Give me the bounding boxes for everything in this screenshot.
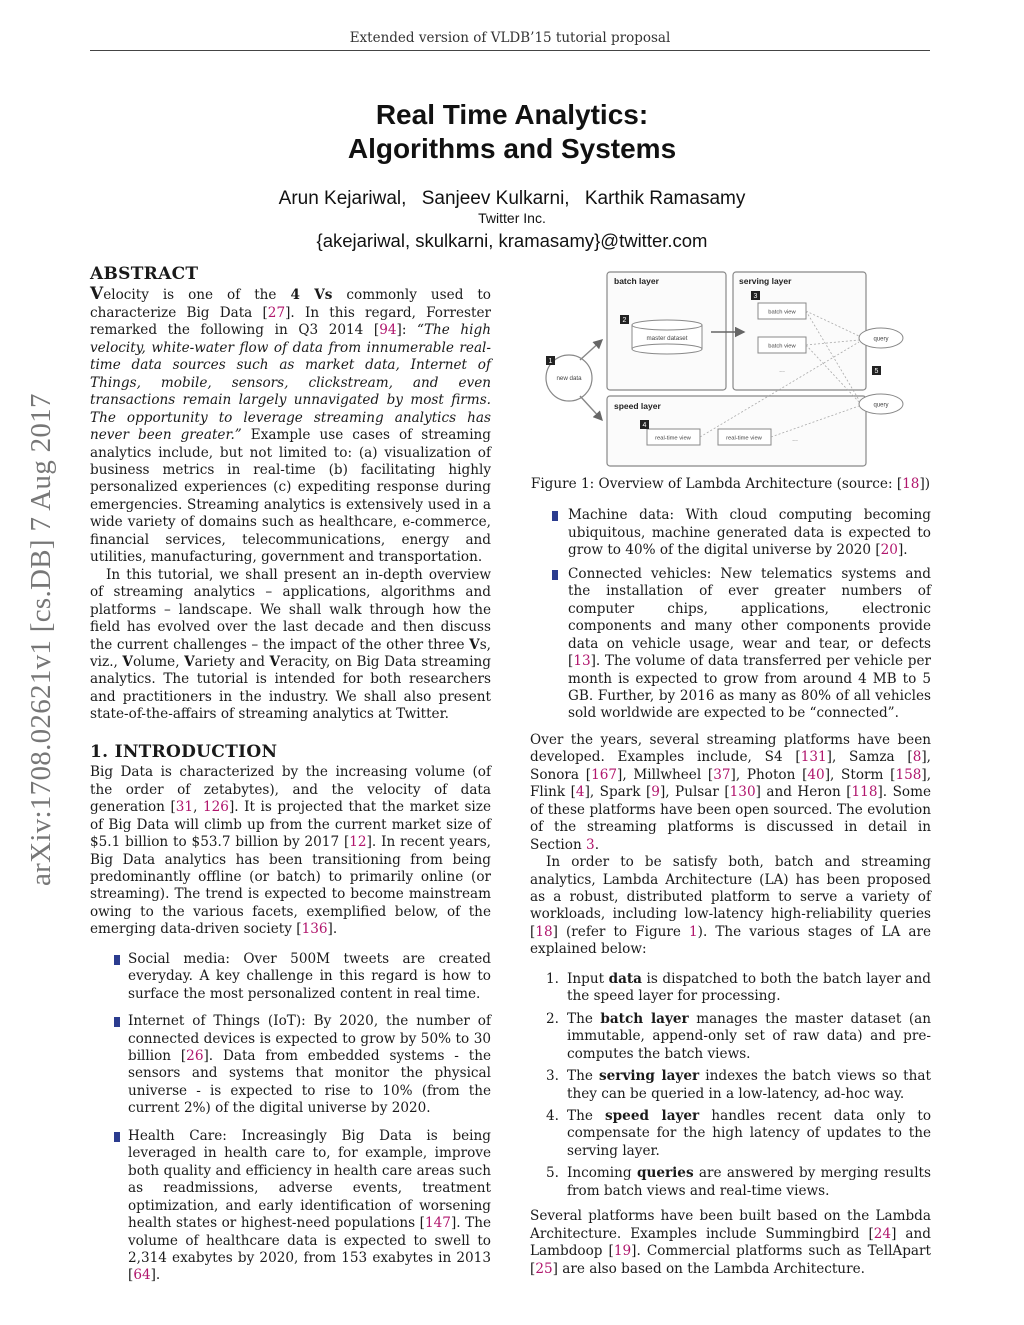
list-item: 4. The speed layer handles recent data only to compensate for the high latency of updates to the serving layer. [546, 1107, 931, 1159]
svg-text:batch view: batch view [768, 309, 796, 316]
drop-cap-v: V [90, 284, 104, 305]
citation-link[interactable]: 13 [573, 653, 591, 670]
list-item: Machine data: With cloud computing becoming ubiquitous, machine generated data is expected to grow to 40% of the digital universe by 2020 [20]. [530, 507, 931, 559]
list-item: Connected vehicles: New telematics systems and the installation of ever greater numbers of computer chips, applications, electronic components and many other components provide data on vehicle usage, wear and tear, or defects [13]. The volume of data transferred per vehicle per month is expected to grow from around 4 MB to 5 GB. Further, by 2016 as many as 80% of all vehicles sold worldwide are expected to be “connected”. [530, 566, 931, 723]
flow-arrow [580, 340, 602, 360]
serving-layer-label: serving layer [739, 276, 792, 286]
four-vs: 4 Vs [290, 287, 333, 304]
svg-text:real-time view: real-time view [726, 435, 762, 442]
citation-link[interactable]: 37 [713, 766, 731, 783]
author-list [0, 188, 1024, 210]
citation-link[interactable]: 12 [349, 834, 367, 851]
citation-link[interactable]: 8 [912, 749, 922, 766]
abstract-paragraph-1: Velocity is one of the 4 Vs commonly used to characterize Big Data [27]. In this regard, Forrester remarked the following in Q3 2014 [94]: “The high velocity, white-water flow of data from innumerable real-time data sources such as market data, Internet of Things, mobile, sensors, clickstream, and even transactions remain largely unnavigated by most firms. The opportunity to leverage streaming analytics has never been greater.” Example use cases of streaming analytics include, but not limited to: (a) visualization of business metrics in real-time (b) facilitating highly personalized experiences (c) expediting response during emergencies. Streaming analytics is extensively used in a wide variety of domains such as healthcare, e-commerce, financial services, telecommunications, energy and utilities, manufacturing, government and transportation. [90, 284, 492, 566]
step-badge [546, 356, 555, 365]
citation-link[interactable]: 131 [800, 749, 827, 766]
section-link[interactable]: 3 [586, 836, 595, 853]
list-item: 3. The serving layer indexes the batch views so that they can be queried in a low-latency, ad-hoc way. [546, 1068, 931, 1102]
citation-link[interactable]: 40 [807, 766, 825, 783]
svg-text:real-time view: real-time view [655, 435, 691, 442]
abstract-heading: ABSTRACT [90, 264, 199, 284]
running-head: Extended version of VLDB’15 tutorial proposal [90, 30, 930, 51]
flow-arrow [580, 396, 602, 420]
citation-link[interactable]: 118 [851, 784, 878, 801]
master-dataset-cylinder [632, 320, 702, 354]
author-name: Arun Kejariwal, [278, 188, 407, 209]
svg-text:query: query [873, 402, 889, 409]
lambda-architecture-figure [530, 270, 931, 470]
master-dataset-label: master dataset [646, 335, 688, 342]
svg-text:4: 4 [642, 422, 647, 429]
lambda-stages-list [530, 971, 931, 1200]
citation-link[interactable]: 19 [613, 1243, 632, 1260]
author-name: Sanjeev Kulkarni, [421, 188, 570, 209]
list-item: 5. Incoming queries are answered by merging results from batch views and real-time views. [546, 1165, 931, 1199]
ellipsis: ... [792, 436, 798, 443]
batch-view-box [758, 337, 806, 353]
data-sources-list-continued [530, 507, 931, 722]
citation-link[interactable]: 126 [202, 799, 229, 816]
svg-text:5: 5 [874, 368, 879, 375]
svg-text:1: 1 [548, 358, 553, 365]
citation-link[interactable]: 4 [575, 784, 585, 801]
citation-link[interactable]: 26 [186, 1048, 204, 1065]
abstract-paragraph-2: In this tutorial, we shall present an in-depth overview of streaming analytics – applications, algorithms and platforms – landscape. We shall walk through how the field has evolved over the last decade and then discuss the current challenges – the impact of the other three Vs, viz., Volume, Variety and Veracity, on Big Data streaming analytics. The tutorial is intended for both researchers and practitioners in the industry. We shall also present state-of-the-affairs of streaming analytics at Twitter. [90, 566, 491, 723]
step-badge [640, 420, 649, 429]
lambda-paragraph: In order to be satisfy both, batch and streaming analytics, Lambda Architecture (LA) has been proposed as a robust, distributed platform to serve a variety of workloads, including low-latency high-reliability queries [18] (refer to Figure 1). The various stages of LA are explained below: [530, 854, 931, 958]
paper-title [0, 98, 1024, 166]
platforms-paragraph: Over the years, several streaming platforms have been developed. Examples include, S4 [131], Samza [8], Sonora [167], Millwheel [37], Photon [40], Storm [158], Flink [4], Spark [9], Pulsar [130] and Heron [118]. Some of these platforms have been open sourced. The evolution of the streaming platforms is discussed in detail in Section 3. [530, 731, 932, 853]
affiliation: Twitter Inc. [478, 210, 546, 226]
citation-link[interactable]: 94 [379, 322, 397, 339]
author-name: Karthik Ramasamy [584, 188, 746, 209]
list-item: Social media: Over 500M tweets are created everyday. A key challenge in this regard is how to surface the most personalized content in real time. [90, 951, 491, 1003]
svg-text:2: 2 [622, 317, 627, 324]
citation-link[interactable]: 31 [175, 799, 194, 816]
left-column [90, 266, 491, 1285]
citation-link[interactable]: 167 [591, 766, 618, 783]
step-badge [751, 291, 760, 300]
new-data-label: new data [556, 375, 582, 382]
title-line-1: Real Time Analytics: [375, 99, 649, 130]
serving-layer-box [733, 272, 866, 390]
citation-link[interactable]: 18 [535, 923, 553, 940]
step-badge [872, 366, 881, 375]
citation-link[interactable]: 130 [729, 784, 756, 801]
citation-link[interactable]: 25 [535, 1260, 553, 1277]
citation-link[interactable]: 20 [880, 542, 898, 559]
speed-layer-label: speed layer [614, 401, 661, 411]
citation-link[interactable]: 9 [651, 784, 660, 801]
lambda-platforms-paragraph: Several platforms have been built based on the Lambda Architecture. Examples include Summingbird [24] and Lambdoop [19]. Commercial platforms such as TellApart [25] are also based on the Lambda Architecture. [530, 1208, 931, 1277]
citation-link[interactable]: 64 [133, 1267, 151, 1284]
citation-link[interactable]: 27 [267, 304, 286, 321]
list-item: Health Care: Increasingly Big Data is being leveraged in health care to, for example, improve both quality and efficiency in health care areas such as readmissions, adverse events, treatment optimization, and early identification of worsening health states or highest-need populations [147]. The volume of healthcare data is expected to swell to 2,314 exabytes by 2020, from 153 exabytes in 2013 [64]. [90, 1128, 491, 1285]
query-bubble [859, 394, 903, 414]
lambda-architecture-diagram [530, 270, 931, 470]
svg-text:batch view: batch view [768, 343, 796, 350]
author-emails: {akejariwal, skulkarni, kramasamy}@twitter.com [316, 230, 708, 251]
data-sources-list [90, 951, 491, 1285]
arxiv-identifier: arXiv:1708.02621v1 [cs.DB] 7 Aug 2017 [25, 393, 57, 887]
svg-text:query: query [873, 336, 889, 343]
citation-link[interactable]: 147 [425, 1215, 451, 1232]
step-badge [620, 315, 629, 324]
list-item: Internet of Things (IoT): By 2020, the number of connected devices is expected to grow by 50% to 30 billion [26]. Data from embedded systems - the sensors and systems that monitor the physical universe - is expected to rise to 10% (from the current 2%) of the digital universe by 2020. [90, 1013, 491, 1118]
realtime-view-box [647, 429, 700, 445]
svg-text:3: 3 [753, 293, 758, 300]
citation-link[interactable]: 18 [902, 476, 920, 492]
list-item: 1. Input data is dispatched to both the batch layer and the speed layer for processing. [546, 970, 931, 1005]
citation-link[interactable]: 136 [301, 921, 328, 938]
citation-link[interactable]: 24 [873, 1225, 892, 1242]
introduction-heading: 1. INTRODUCTION [90, 741, 278, 762]
figure-caption: Figure 1: Overview of Lambda Architecture (source: [18]) [530, 476, 931, 492]
ellipsis: ... [779, 367, 785, 374]
forrester-quote: “The high velocity, white-water flow of data from innumerable real-time data sources such as market data, Internet of Things, mobile, sensors, clickstream, and even transactions remain largely unnavigated by most firms. The opportunity to leverage streaming analytics has never been greater.” [90, 322, 491, 444]
realtime-view-box [718, 429, 771, 445]
figure-link[interactable]: 1 [689, 923, 698, 940]
batch-view-box [758, 303, 806, 319]
citation-link[interactable]: 158 [895, 766, 922, 783]
query-bubble [859, 328, 903, 348]
batch-layer-label: batch layer [614, 276, 659, 286]
right-column [530, 270, 931, 1278]
title-line-2: Algorithms and Systems [347, 133, 677, 164]
introduction-paragraph-1: Big Data is characterized by the increasing volume (of the order of zetabytes), and the velocity of data generation [31, 126]. It is projected that the market size of Big Data will climb up from the current market size of $5.1 billion to $53.7 billion by 2017 [12]. In recent years, Big Data analytics has been transitioning from being predominantly offline (or batch) to primarily online (or streaming). The trend is expected to become mainstream owing to the various facets, exemplified below, of the emerging data-driven society [136]. [90, 764, 491, 938]
list-item: 2. The batch layer manages the master dataset (an immutable, append-only set of raw data) and pre-computes the batch views. [546, 1010, 931, 1062]
